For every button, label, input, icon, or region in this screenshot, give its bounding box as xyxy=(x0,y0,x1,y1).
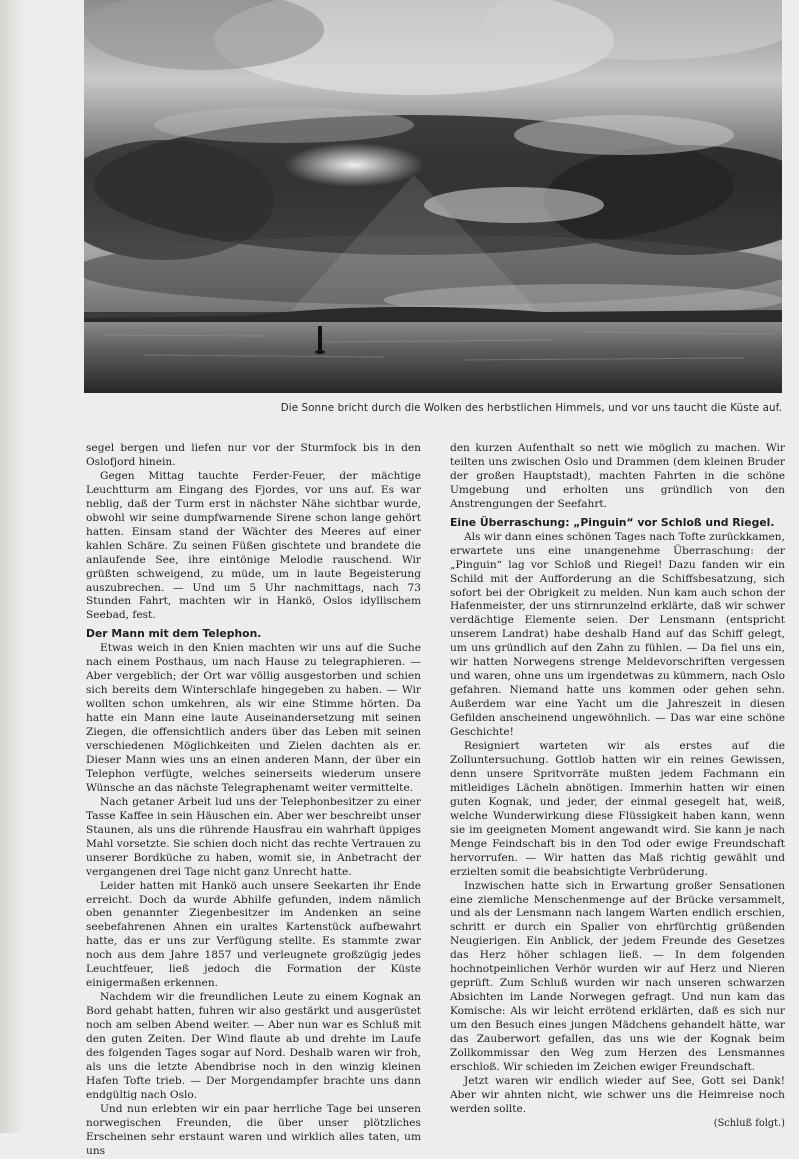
paragraph: Resigniert warteten wir als erstes auf die Zolluntersuchung. Gottlob hatten wir ein reines Gewissen, denn unsere Spritvorräte mußten jedem Fachmann ein mitleidiges Lächeln abnötigen. Immerhin hatten wir einen guten Kognak, und jeder, der einmal gesegelt hat, weiß, welche Wunderwirkung diese Flüssigkeit haben kann, wenn sie im geeigneten Moment angewandt wird. Sie kann je nach Menge Feindschaft bis in den Tod oder ewige Freundschaft hervorrufen. — Wir hatten das Maß richtig gewählt und erzielten somit die beabsichtigte Verbrüderung. xyxy=(450,740,785,878)
paragraph: Nachdem wir die freundlichen Leute zu einem Kognak an Bord gehabt hatten, fuhren wir also gestärkt und ausgerüstet noch am selben Abend weiter. — Aber nun war es Schluß mit den guten Zeiten. Der Wind flaute ab und drehte im Laufe des folgenden Tages sogar auf Nord. Deshalb waren wir froh, als uns die letzte Abendbrise noch in den winzig kleinen Hafen Tofte trieb. — Der Morgendampfer brachte uns dann endgültig nach Oslo. xyxy=(86,991,421,1101)
paragraph: Inzwischen hatte sich in Erwartung großer Sensationen eine ziemliche Menschenmenge auf der Brücke versammelt, und als der Lensmann nach langem Warten endlich erschien, schritt er durch ein Spalier von ehrfürchtig grüßenden Neugierigen. Ein Anblick, der jedem Freunde des Gesetzes das Herz höher schlagen ließ. — In dem folgenden hochnotpeinlichen Verhör wurden wir auf Herz und Nieren geprüft. Zum Schluß wurden wir nach unseren schwarzen Absichten im Lande Norwegen gefragt. Und nun kam das Komische: Als wir leicht errötend erklärten, daß es sich nur um den Besuch eines jungen Mädchens gehandelt hätte, war das Zauberwort gefallen, das uns wie der Kognak beim Zollkommissar den Weg zum Herzen des Lensmannes erschloß. Wir schieden im Zeichen ewiger Freundschaft. xyxy=(450,879,785,1073)
paragraph: den kurzen Aufenthalt so nett wie möglich zu machen. Wir teilten uns zwischen Oslo und Drammen (dem kleinen Bruder der großen Hauptstadt), machten Fahrten in die schöne Umgebung und erholten uns gründlich von den Anstrengungen der Seefahrt. xyxy=(450,442,785,510)
article-column-left xyxy=(86,442,421,1159)
to-be-continued-note: (Schluß folgt.) xyxy=(713,1117,785,1129)
photo-caption: Die Sonne bricht durch die Wolken des herbstlichen Himmels, und vor uns taucht die Küste auf. xyxy=(280,402,782,414)
paragraph: segel bergen und liefen nur vor der Sturmfock bis in den Oslofjord hinein. xyxy=(86,442,421,468)
paragraph: Leider hatten mit Hankö auch unsere Seekarten ihr Ende erreicht. Doch da wurde Abhilfe gefunden, indem nämlich oben genannter Ziegenbesitzer im Andenken an seine seebefahrenen Ahnen ein uraltes Kartenstück aufbewahrt hatte, das er uns zur Verfügung stellte. Es stammte zwar noch aus dem Jahre 1857 und verleugnete großzügig jedes Leuchtfeuer, ließ jedoch die Formation der Küste einigermaßen erkennen. xyxy=(86,879,421,990)
paragraph: Gegen Mittag tauchte Ferder-Feuer, der mächtige Leuchtturm am Eingang des Fjordes, vor uns auf. Es war neblig, daß der Turm erst in nächster Nähe sichtbar wurde, obwohl wir seine dumpfwarnende Sirene schon lange gehört hatten. Einsam stand der Wächter des Meeres auf einer kahlen Schäre. Zu seinen Füßen gischtete und brandete die anlaufende See, ihre eintönige Melodie rauschend. Wir grüßten schweigend, zu müde, um in laute Begeisterung auszubrechen. — Und um 5 Uhr nachmittags, nach 73 Stunden Fahrt, machten wir in Hankö, Oslos idyllischem Seebad, fest. xyxy=(86,469,421,622)
section-heading: Der Mann mit dem Telephon. xyxy=(86,627,262,641)
section-heading: Eine Überraschung: „Pinguin“ vor Schloß und Riegel. xyxy=(450,515,775,529)
article-column-right xyxy=(450,442,785,1131)
paragraph: Als wir dann eines schönen Tages nach Tofte zurückkamen, erwartete uns eine unangenehme Überraschung: der „Pinguin“ lag vor Schloß und Riegel! Dazu fanden wir ein Schild mit der Aufforderung an die Schiffsbesatzung, sich sofort bei der Obrigkeit zu melden. Nun kam auch schon der Hafenmeister, der uns stirnrunzelnd erklärte, daß wir schwer verdächtige Elemente seien. Der Lensmann (entspricht unserem Landrat) habe deshalb Hand auf das Schiff gelegt, um uns gründlich auf den Zahn zu fühlen. — Da fiel uns ein, wir hatten Norwegens strenge Meldevorschriften vergessen und waren, ohne uns um irgendetwas zu kümmern, nach Oslo gefahren. Niemand hatte uns kommen oder gehen sehn. Außerdem war eine Yacht um die Jahreszeit in diesen Gefilden anscheinend ungewöhnlich. — Das war eine schöne Geschichte! xyxy=(450,530,785,739)
paragraph: Etwas weich in den Knien machten wir uns auf die Suche nach einem Posthaus, um nach Hause zu telegraphieren. — Aber vergeblich; der Ort war völlig ausgestorben und schien sich bereits dem Winterschlafe hingegeben zu haben. — Wir wollten schon umkehren, als wir eine Stimme hörten. Da hatte ein Mann eine laute Auseinandersetzung mit seinen Ziegen, die offensichtlich anders über das Leben mit seinen verschiedenen Möglichkeiten und Zielen dachten als er. Dieser Mann wies uns an einen anderen Mann, der über ein Telephon verfügte, welches seinerseits wiederum unsere Wünsche an das nächste Telegraphenamt weiter vermittelte. xyxy=(86,642,421,794)
sunset-photo xyxy=(84,0,782,393)
paragraph: Jetzt waren wir endlich wieder auf See, Gott sei Dank! Aber wir ahnten nicht, wie schwer uns die Heimreise noch werden sollte. xyxy=(450,1074,785,1115)
photo-sunset-over-sea-icon xyxy=(84,0,782,393)
paragraph: Und nun erlebten wir ein paar herrliche Tage bei unseren norwegischen Freunden, die über unser plötzliches Erscheinen sehr erstaunt waren und wirklich alles taten, um uns xyxy=(86,1102,421,1157)
page-binding-edge xyxy=(0,0,22,1133)
paragraph: Nach getaner Arbeit lud uns der Telephonbesitzer zu einer Tasse Kaffee in sein Häuschen ein. Aber wer beschreibt unser Staunen, als uns die rührende Hausfrau ein wahrhaft üppiges Mahl vorsetzte. Sie schien doch nicht das rechte Vertrauen zu unserer Bordküche zu haben, womit sie, in Anbetracht der vergangenen drei Tage nicht ganz Unrecht hatte. xyxy=(86,795,421,878)
